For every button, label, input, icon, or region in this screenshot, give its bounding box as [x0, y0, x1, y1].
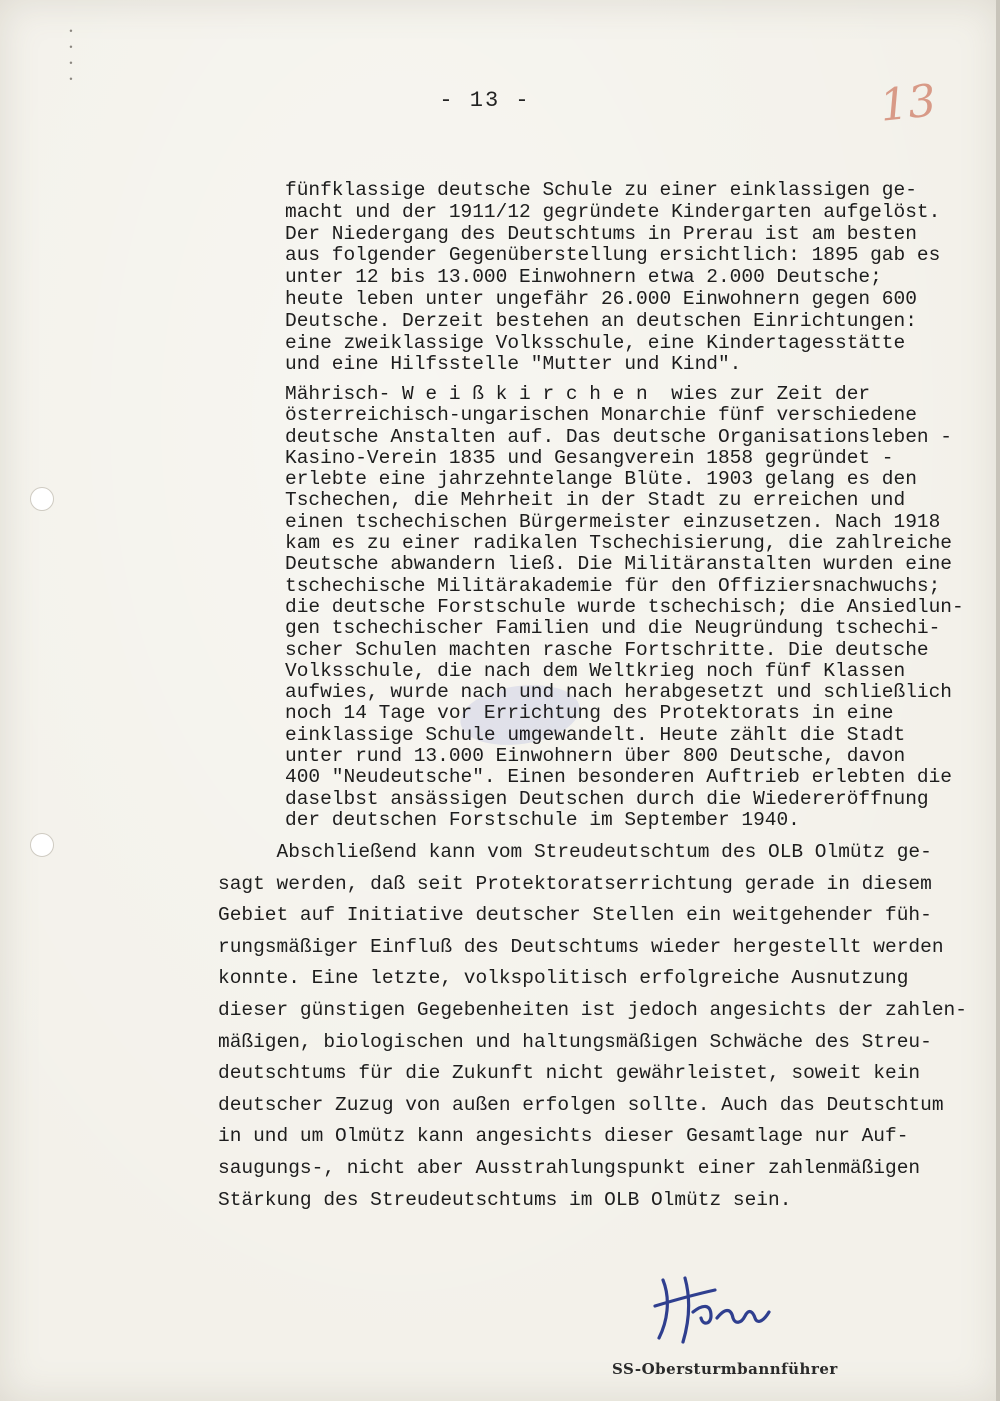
rank-stamp: SS-Obersturmbannführer [612, 1360, 838, 1378]
paragraph-prerau: fünfklassige deutsche Schule zu einer einklassigen ge- macht und der 1911/12 gegründete Kindergarten aufgelöst. Der Niedergang des Deutschtums in Prerau ist am besten aus folgender Gegenüberstellung ersichtlich: 1895 gab es unter 12 bis 13.000 Einwohnern etwa 2.000 Deutsche; heute leben unter ungefähr 26.000 Einwohnern gegen 600 Deutsche. Derzeit bestehen an deutschen Einrichtungen: eine zweiklassige Volksschule, eine Kindertagesstätte und eine Hilfsstelle "Mutter und Kind". [285, 179, 941, 376]
margin-marks: • • • • [68, 27, 74, 85]
paragraph-weisskirchen: Mährisch- W e i ß k i r c h e n wies zur Zeit der österreichisch-ungarischen Monarchie fünf verschiedene deutsche Anstalten auf. Das deutsche Organisationsleben - Kasino-Verein 1835 und Gesangverein 1858 gegründet - erlebte eine jahrzehntelange Blüte. 1903 gelang es den Tschechen, die Mehrheit in der Stadt zu erreichen und einen tschechischen Bürgermeister einzusetzen. Nach 1918 kam es zu einer radikalen Tschechisierung, die zahlreiche Deutsche abwandern ließ. Die Militäranstalten wurden eine tschechische Militärakademie für den Offiziersnachwuchs; die deutsche Forstschule wurde tschechisch; die Ansiedlun- gen tschechischer Familien und die Neugründung tschechi- scher Schulen machten rasche Fortschritte. Die deutsche Volksschule, die nach dem Weltkrieg noch fünf Klassen aufwies, wurde nach und nach herabgesetzt und schließlich noch 14 Tage vor Errichtung des Protektorats in eine einklassige Schule umgewandelt. Heute zählt die Stadt unter rund 13.000 Einwohnern über 800 Deutsche, davon 400 "Neudeutsche". Einen besonderen Auftrieb erlebten die daselbst ansässigen Deutschen durch die Wiedereröffnung der deutschen Forstschule im September 1940. [285, 383, 964, 831]
page-number: - 13 - [439, 88, 531, 113]
punch-hole-upper [30, 487, 54, 511]
paragraph-conclusion: Abschließend kann vom Streudeutschtum des OLB Olmütz ge- sagt werden, daß seit Protektoratserrichtung gerade in diesem Gebiet auf Initiative deutscher Stellen ein weitgehender füh- rungsmäßiger Einfluß des Deutschtums wieder hergestellt werden konnte. Eine letzte, volkspolitisch erfolgreiche Ausnutzung dieser günstigen Gegebenheiten ist jedoch angesichts der zahlen- mäßigen, biologischen und haltungsmäßigen Schwäche des Streu- deutschtums für die Zukunft nicht gewährleistet, soweit kein deutscher Zuzug von außen erfolgen sollte. Auch das Deutschtum in und um Olmütz kann angesichts dieser Gesamtlage nur Auf- saugungs-, nicht aber Ausstrahlungspunkt einer zahlenmäßigen Stärkung des Streudeutschtums im OLB Olmütz sein. [218, 841, 967, 1211]
signature [645, 1260, 795, 1350]
handwritten-page-number: 13 [877, 75, 939, 132]
page-edge [996, 0, 1000, 1401]
punch-hole-lower [30, 833, 54, 857]
